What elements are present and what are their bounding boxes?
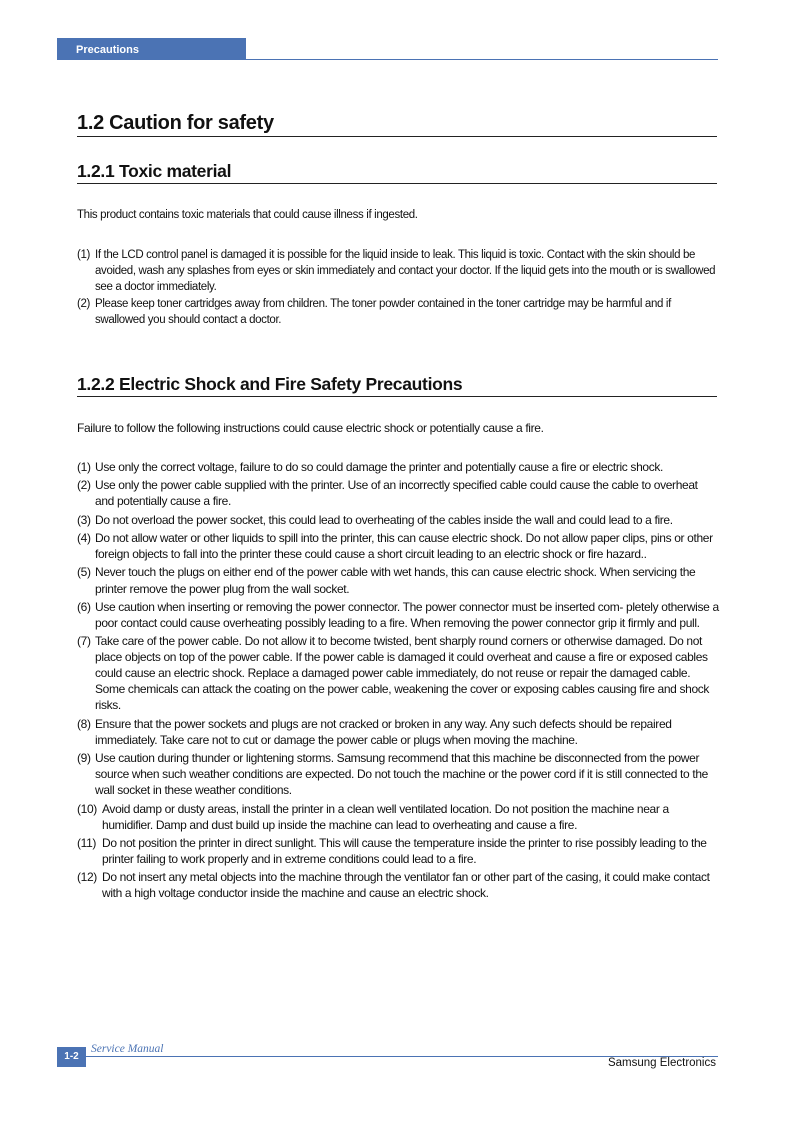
list-item (77, 750, 719, 798)
item-text: Use caution when inserting or removing the power connector. The power connector must be inserted com- pletely otherwise a poor contact could cause overheating possibly leading to a fire. When removing the power connector grip it firmly and pull. (95, 599, 719, 630)
item-number: (12) (77, 870, 97, 885)
item-number: (4) (77, 531, 91, 546)
item-number: (9) (77, 751, 91, 766)
item-text: Do not position the printer in direct sunlight. This will cause the temperature inside the printer to rise possibly leading to the printer failing to work properly and in extreme conditions could lead to a fire. (102, 836, 707, 867)
toxic-intro: This product contains toxic materials that could cause illness if ingested. (77, 209, 418, 221)
item-number: (2) (77, 478, 91, 493)
list-item (77, 459, 719, 475)
header-rule (57, 59, 718, 60)
item-number: (10) (77, 801, 97, 816)
electric-heading: 1.2.2 Electric Shock and Fire Safety Precautions (77, 373, 717, 397)
item-text: Avoid damp or dusty areas, install the printer in a clean well ventilated location. Do not position the machine near a humidifier. Damp and dust build up inside the machine can lead to overheating and cause a fire. (102, 801, 669, 832)
list-item (77, 564, 719, 596)
list-item (77, 477, 719, 509)
item-text: If the LCD control panel is damaged it is possible for the liquid inside to leak. This liquid is toxic. Contact with the skin should be avoided, wash any splashes from eyes or skin immediately and contact your doctor. If the liquid gets into the mouth or is swallowed see a doctor immediately. (95, 249, 716, 293)
item-number: (8) (77, 716, 91, 731)
list-item (77, 599, 719, 631)
toxic-list (77, 247, 719, 329)
list-item (77, 716, 719, 748)
toxic-heading: 1.2.1 Toxic material (77, 160, 717, 184)
page-number: 1-2 (57, 1047, 86, 1067)
list-item (77, 296, 719, 328)
item-text: Never touch the plugs on either end of the power cable with wet hands, this can cause electric shock. When servicing the printer remove the power plug from the wall socket. (95, 565, 696, 596)
item-number: (6) (77, 599, 91, 614)
item-text: Please keep toner cartridges away from children. The toner powder contained in the toner cartridge may be harmful and if swallowed you should contact a doctor. (95, 298, 671, 326)
item-number: (7) (77, 634, 91, 649)
item-number: (2) (77, 298, 91, 310)
list-item (77, 530, 719, 562)
section-tab: Precautions (57, 38, 246, 60)
list-item (77, 633, 719, 713)
item-text: Take care of the power cable. Do not allow it to become twisted, bent sharply round corners or otherwise damaged. Do not place objects on top of the power cable. If the power cable is damaged it could overheat and cause a fire or exposed cables could cause an electric shock. Replace a damaged power cable immediately, do not reuse or repair the damaged cable. Some chemicals can attack the coating on the power cable, weakening the cover or exposing cables causing fire and shock risks. (95, 634, 710, 713)
item-text: Use only the power cable supplied with the printer. Use of an incorrectly specified cable could cause the cable to overheat and potentially cause a fire. (95, 478, 698, 509)
manual-label: Service Manual (91, 1043, 164, 1055)
item-number: (1) (77, 460, 91, 474)
list-item (77, 512, 719, 528)
item-number: (1) (77, 249, 91, 261)
item-text: Use only the correct voltage, failure to do so could damage the printer and potentially cause a fire or electric shock. (95, 460, 664, 474)
item-text: Do not insert any metal objects into the machine through the ventilator fan or other part of the casing, it could make contact with a high voltage conductor inside the machine and cause an electric shock. (102, 870, 710, 901)
item-number: (3) (77, 512, 91, 527)
company-name: Samsung Electronics (607, 1057, 716, 1069)
electric-list (77, 459, 719, 904)
list-item (77, 869, 719, 901)
item-number: (5) (77, 565, 91, 580)
item-text: Use caution during thunder or lightening storms. Samsung recommend that this machine be disconnected from the power source when such weather conditions are expected. Do not touch the machine or the power cord if it is still connected to the wall socket in these weather conditions. (95, 751, 708, 798)
list-item (77, 801, 719, 833)
item-text: Do not overload the power socket, this could lead to overheating of the cables inside the wall and could lead to a fire. (95, 512, 673, 527)
item-text: Do not allow water or other liquids to spill into the printer, this can cause electric shock. Do not allow paper clips, pins or other foreign objects to fall into the printer these could cause a short circuit leading to an electric shock or fire hazard.. (95, 531, 713, 562)
page-title: 1.2 Caution for safety (77, 111, 717, 137)
item-text: Ensure that the power sockets and plugs are not cracked or broken in any way. Any such defects should be repaired immediately. Take care not to cut or damage the power cable or plugs when moving the machine. (95, 716, 672, 747)
list-item (77, 247, 719, 295)
item-number: (11) (77, 836, 97, 850)
electric-intro: Failure to follow the following instructions could cause electric shock or potentially cause a fire. (77, 421, 544, 435)
list-item (77, 835, 719, 867)
